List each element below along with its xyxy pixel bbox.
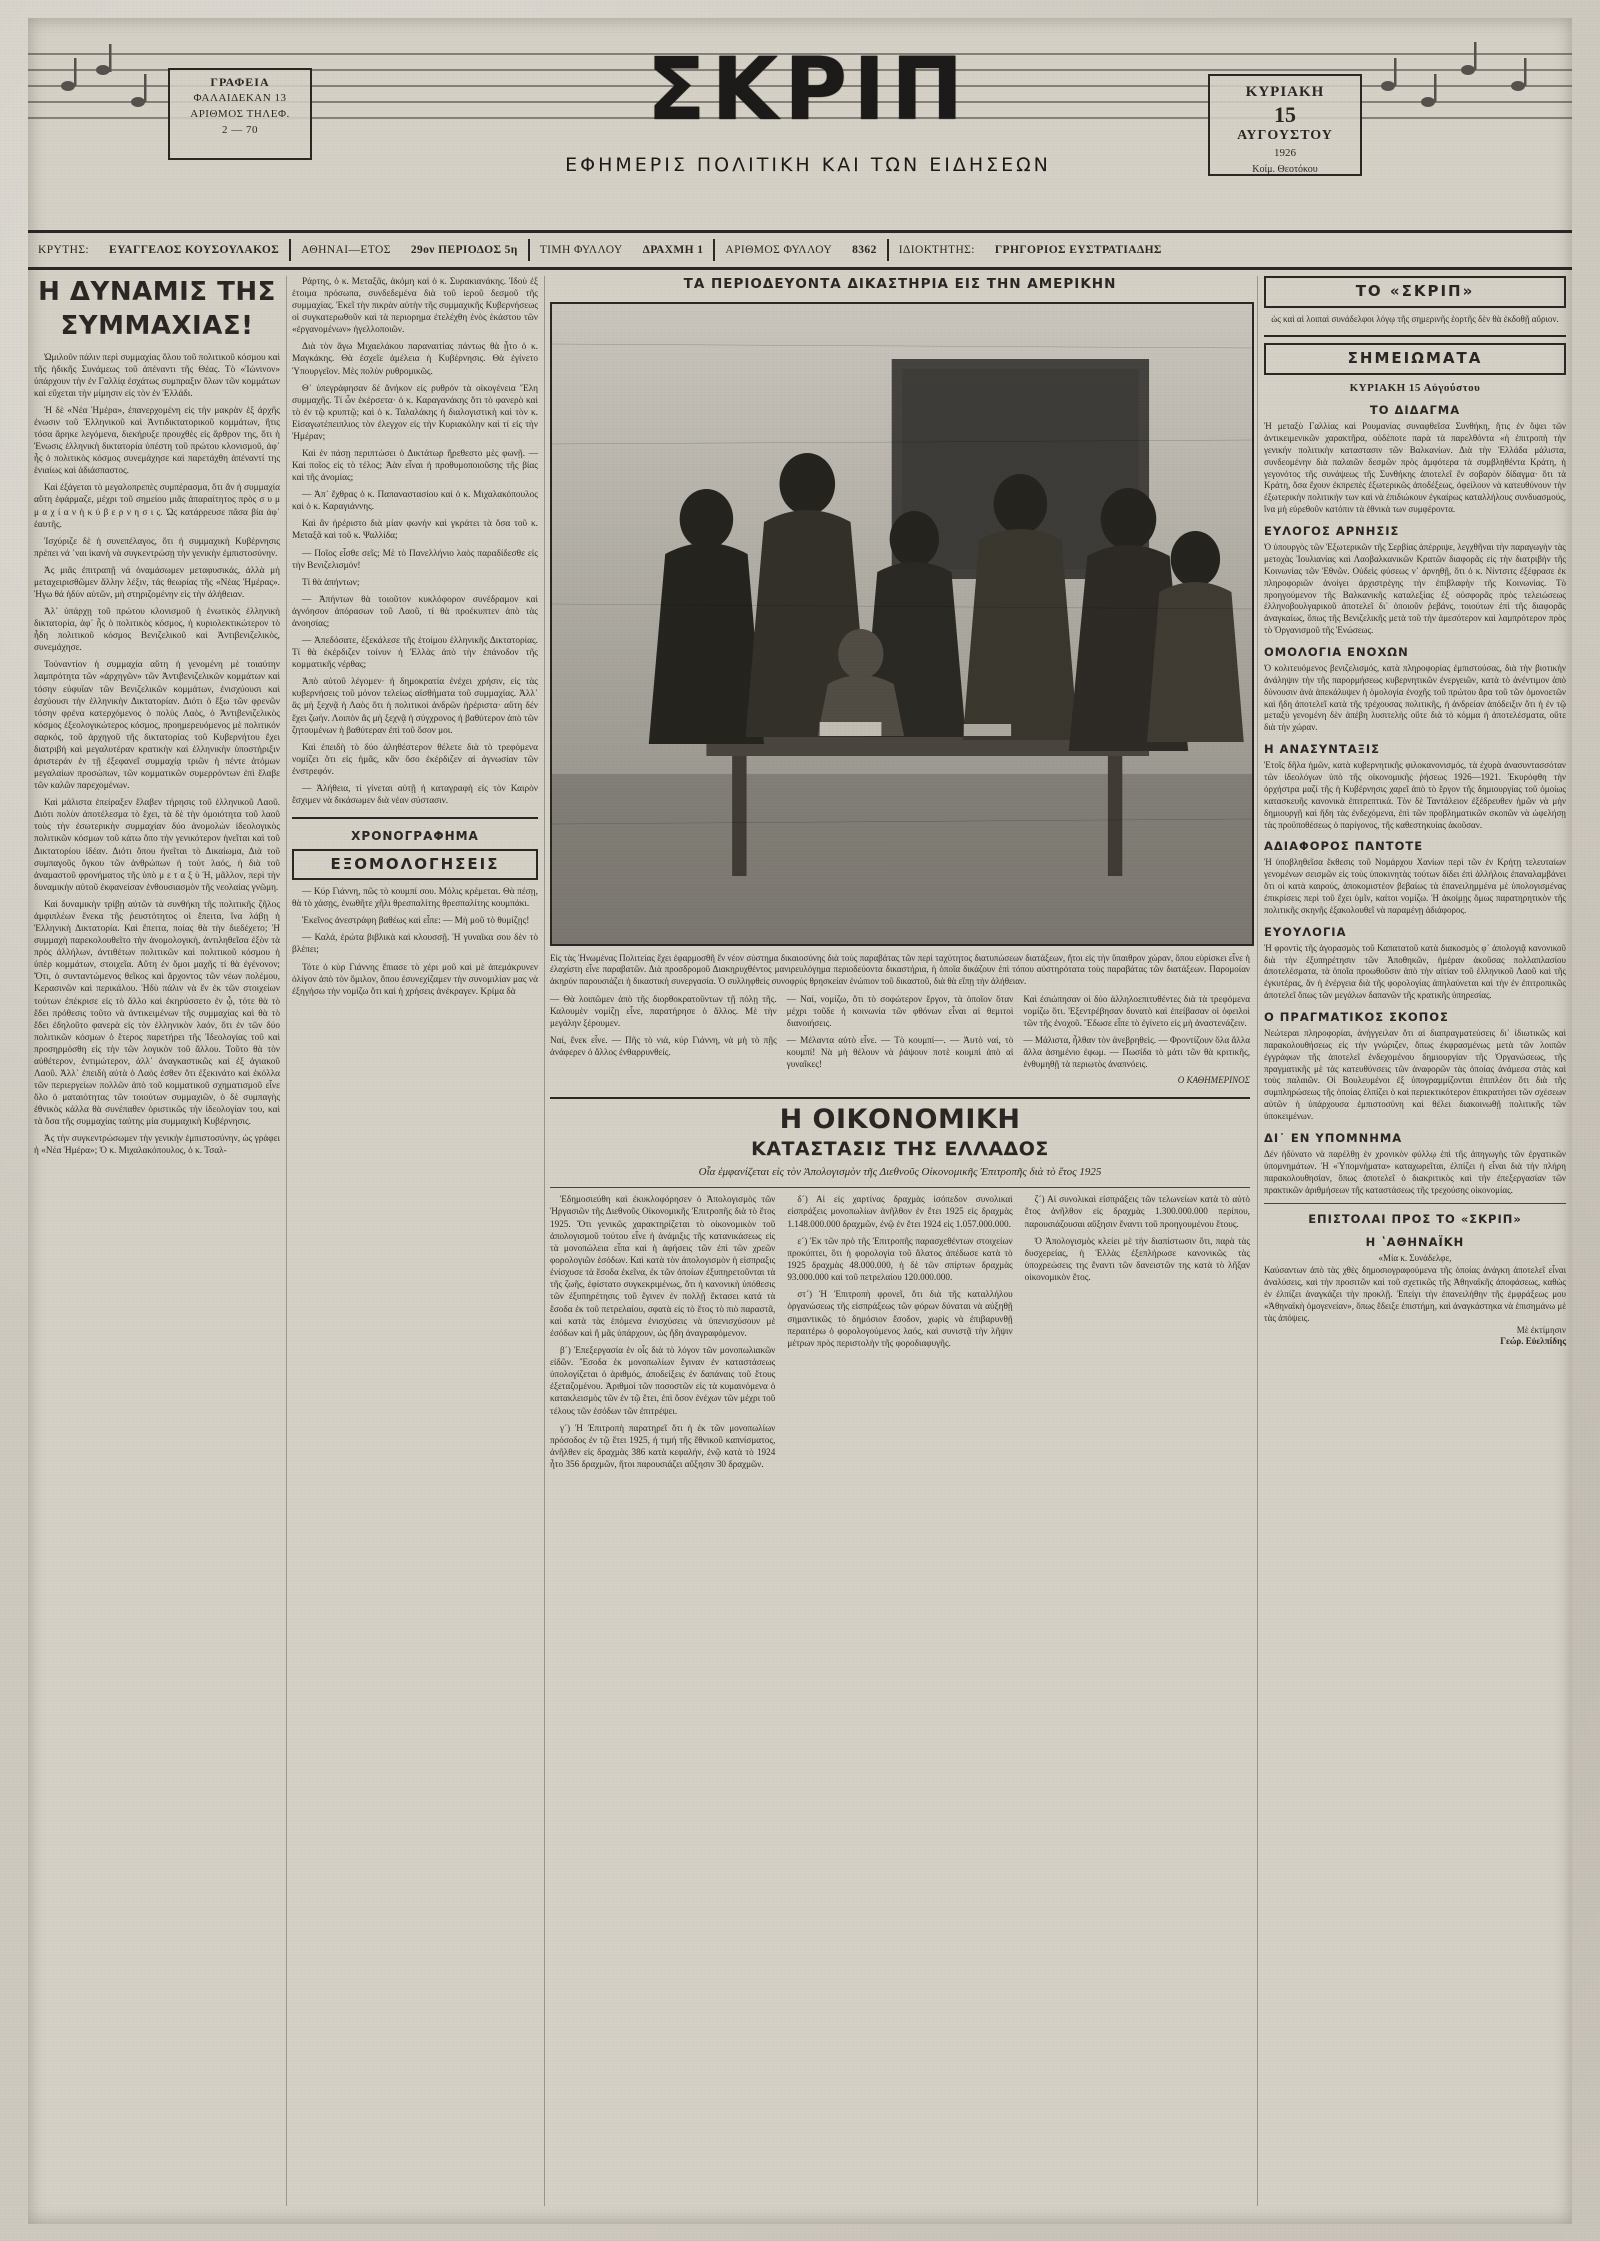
photo-followup-columns-2 <box>550 1035 1250 1071</box>
economy-headline-line1: Η ΟΙΚΟΝΟΜΙΚΗ <box>779 1104 1021 1136</box>
center-paragraph: — Ἀπεδόσατε, ἐξεκάλεσε τῆς ἑτοίμου ἑλληνικῆς Δικτατορίας. Τί θὰ ἐκέρδιζεν τοίνυν ἡ Ἑλλὰς ἀπὸ τὴν ἐπάνοδον τῆς κομματικῆς νέρθας; <box>292 636 538 671</box>
offices-phone-number: 2 — 70 <box>222 124 258 137</box>
date-saint: Κοίμ. Θεοτόκου <box>1252 164 1318 176</box>
lead-paragraph: Καὶ μάλιστα ἐπείραξεν ἔλαβεν τήρησις τοῦ ἑλληνικοῦ Λαοῦ. Διότι πολὺν ἀποτέλεσμα τὸ ἔχει, τὰ δὲ τὴν ὁμοιότητα τοῦ λαοῦ τοὺς τὴν ἐσωτερικὴν συμμαχίαν δύο ἀνομολὼν ἰδεολογικὸς πολιτικῶν κόσμων τοῦ κάτω ὅπο τὴν γενικότερον ἡνεῖται καὶ τοῦ Δικτατορίου ἰδέαν. Διότι ὅπου ἡνεῖται τὸ Δικαίωμα, Διὰ τοῦ συμπαγοῦς ὄγκου τῶν ἀνθρώπων ἡ τοὐτ λαός, ἡ διὰ τοῦ ἀναμαστοῦ φρονήματος τῆς ὑπὸ μ ε τ α ξ ὺ Ἡ, μᾶλλον, περὶ τὴν δυναμικὴν αὐτοῦ ἐκφανείσαν ἐνθουσιασμὸν τῆς νεολαίας γνῶμη. <box>34 798 280 893</box>
lead-paragraph: Ὡμιλοῦν πάλιν περὶ συμμαχίας ὅλου τοῦ πολιτικοῦ κόσμου καὶ τῆς ἡδικῆς Συνάμεως τοῦ ἀπέναντι τῆς Θέας. Τὸ «Ἰώνινον» ὑπάρχουν τὴν ἐν Γαλλίᾳ ἐσχάτως συμπραξιν ὅλων τῶν κομμάτων καὶ εὔχεται τὴν μίμησιν εἰς τὸν ἐν Ἑλλάδι. <box>34 352 280 399</box>
article-signature: Ο ΚΑΘΗΜΕΡΙΝΟΣ <box>1177 1075 1250 1086</box>
issue-label: ΑΡΙΘΜΟΣ ΦΥΛΛΟΥ <box>725 244 833 256</box>
lead-paragraph: Ἀς μιᾶς ἐπιτραπῇ νά ὀναμάσωμεν μεταφυσικάς, ἀλλὰ μὴ μεταχειρισθῶμεν ἄλλην λέξιν, τάς θεωρίας τῆς «Νέας Ἡμέρας». Ἡγω θά ἡδύν αὐτῶν, μὴ στηριζομένην εἰς τὴν ἀλήθειαν. <box>34 565 280 600</box>
lead-paragraph: Ἡ δὲ «Νέα Ἡμέρα», ἐπανερχομένη εἰς τὴν μακρὰν ἐξ ἀρχῆς ἐνωσιν τοῦ Ἑλληνικοῦ καὶ Ἀντιδικτατορικοῦ κομμάτων, ἥτις τόσα ἄρηκε λεγόμενα, διεκήρυξε προυχθὲς εἰς ἄρθρον της, ὅτι ἡ Ἑνωσις ἑλληνικὴ δικτατορία ὑπέστη τοῦ πρώτου κλονισμοῦ, ἀφ᾽ ἧς ὁ πολιτικὸς κόσμος συνεμάχησε καὶ παρετάχθη ἀπέναντί της ἑνιαίως καὶ ἀδιάσπαστος. <box>34 405 280 477</box>
owner-label: ΙΔΙΟΚΤΗΤΗΣ: <box>898 244 975 256</box>
masthead <box>28 26 1572 186</box>
note-title-confession: ΟΜΟΛΟΓΙΑ ΕΝΟΧΩΝ <box>1264 645 1409 660</box>
notes-dateline: ΚΥΡΙΑΚΗ 15 Αὐγούστου <box>1349 381 1481 394</box>
center-paragraph: Τί θὰ ἀπήντων; <box>302 577 360 588</box>
date-box <box>1208 74 1362 176</box>
letter-salutation: «Μία κ. Συνάδελφε, <box>1378 1253 1452 1264</box>
economy-paragraph: Ὁ Ἀπολογισμὸς κλείει μὲ τὴν διαπίστωσιν ὅτι, παρὰ τὰς δυσχερείας, ἡ Ἑλλὰς ἐξεπλήρωσε κανονικῶς τὰς ὑποχρεώσεις της ἔναντι τῶν δανειστῶν της κατὰ τὸ λῆξαν οἰκονομικὸν ἔτος. <box>1024 1235 1250 1283</box>
note-title-reorganisation: Η ΑΝΑΣΥΝΤΑΞΙΣ <box>1264 742 1381 757</box>
lead-paragraph: Ἰσχύριζε δὲ ἡ συνεπέλαγος, ὅτι ἡ συμμαχικὴ Κυβέρνησις πρέπει νά ᾽ναι ἱκανὴ νὰ συγκεντρώσῃ τὴν γενικὴν ἐμπιστοσύνην. <box>34 536 280 559</box>
note-text-indifferent: Ἡ ὑποβληθεῖσα ἔκθεσις τοῦ Νομάρχου Χανίων περὶ τῶν ἐν Κρήτῃ τελευταίων γενομένων σεισμῶν εἰς τοὺς ὑποκινητὰς τούτων δίδει ἐπὶ ἀλλήλοις ἐπαναλαμβάνει ὅτι οἱ κατὰ καιρούς, ἀποκομιστέον βεβαίως τὰ ἐπανειλημμένα μὲ ὑπολογισμένας ἐπικρίσεις περὶ τοῦ ἔχει ὑμῖν, καίτοι νομίζω. Ἡ ἀκοίμῃς ὅμως παρατηρητικὸν τῆς πολιτικῆς σκηνῆς ἐξακολουθεῖ νὰ παραμένῃ ἀδιάφορος. <box>1264 857 1566 915</box>
offices-phone-label: ΑΡΙΘΜΟΣ ΤΗΛΕΦ. <box>190 108 290 121</box>
lead-paragraph: Ἀλ᾽ ὑπάρχῃ τοῦ πρώτου κλονισμοῦ ἡ ἑνωτικὸς ἑλληνικὴ δικτατορία, ἀφ᾽ ἧς ὁ πολιτικὸς κόσμος, ἡ κυριολεκτικώτερον τὸ ἦδη πολιτικοῦ κόσμος Βενιζελικοῦ καὶ Ἀντιβενιζελικὸς, συνεμάχησε. <box>34 607 280 654</box>
notes-section-title: ΣΗΜΕΙΩΜΑΤΑ <box>1264 343 1566 375</box>
economy-body <box>550 1193 1250 1475</box>
center-paragraph: — Ποῖος εἶσθε σεῖς; Μὲ τὸ Πανελλήνιο λαὸς παραδίδεσθε εἰς τὴν Βενιζελισμόν! <box>292 548 538 571</box>
issue-number: 8362 <box>852 244 877 256</box>
courtroom-photo-illustration <box>552 304 1252 944</box>
section-divider <box>1264 1203 1566 1204</box>
lead-paragraph: Καὶ ἐξάγεται τὸ μεγαλοπρεπὲς συμπέρασμα, ὅτι ἄν ἡ συμμαχία αὕτη ἐφάρμαζε, μέχρι τοῦ σημείου μιᾶς ἀπαραίτητος πρὸς σ υ μ μ α χ ί α ν ἡ κ ύ β ε ρ ν η σ ι ς. Ὡς κατάρρευσε πᾶσα βία ἀφ᾽ ἑαυτῆς. <box>34 483 280 530</box>
followup-text: — Μέλαντα αὐτὸ εἶνε. — Τὸ κουμπί—. — Ἀυτὸ ναί, τὸ κουμπί! Νὰ μὴ θέλουν νὰ ῥάψουν ποτὲ κουμπὶ ἀπὸ αἱ γυναῖκες! <box>786 1035 1014 1070</box>
economy-text <box>787 1193 1012 1475</box>
letter-body: Καύσαντων ἀπὸ τὰς χθὲς δημοσιογραφούμενα τῆς ὁποίας ἀνάγκη ἀποτελεῖ εἶναι ἀναλύσεις, καὶ τὴν προσιτῶν καὶ τοῦ σχετικῶς τῆς Ἀθηναϊκῆς ἀποφάσεως, καθὼς ἐν ἐλπίζει ἀναγκάζει τὴν προκλῇ. Ἐπείγι τὴν ἐπανειλήθην τῆς ἐμφράξεως μου «Ἀθηναϊκὴ ὁμογενείαν», ὅπως ἔδειξε ἐπιστήμη, καὶ ἀναγκάστηκα νὰ ἐπισημάνω μὲ τὰς ἀπόψεις. <box>1264 1265 1567 1323</box>
owner-name: ΓΡΗΓΟΡΙΟΣ ΕΥΣΤΡΑΤΙΑΔΗΣ <box>994 244 1162 256</box>
lead-paragraph: Τοὐναντίον ἡ συμμαχία αὕτη ἡ γενομένη μὲ τοιαύτην λαμπρότητα τῶν «ἀρχηγῶν» τῶν Ἀντιβενιζελικῶν κομμάτων καὶ τόσην εὐφυΐαν τῶν Βενιζελικῶν κομμάτων, ἐνισχύουσι καὶ ἐσχύουσι τὴν ἑλληνικὴν Δικτατορίαν. Διότι ὁ ἔξω τῶν φρενῶν τόσην φρένα κατερχόμενος ὁ πολὺς Λαὸς, ὁ Ἀντιβενιζελικὸς κόσμος ἐξεολογικώτερος κόσμος, προημερευόμενος μὲ πολιτικόν σαρκός, τοῦ ἀρχηγοῦ τῆς δικτατορίας τοῦ Κυβερνήτου ἔχει διατριβή καὶ μεγαλυτέραν κρατικὴν καὶ ἑλληνικὴν ὑποστήριξιν ἀριστεράν ἐν τῇ ἐξεφανεῖ συμμαχίᾳ τριῶν ἡ πέντε ἀτόμων μεγαλαίων προσώπων, τῶν κομματικῶν συμερρόντων ἐπὶ ἔλαβε τῶν καλῶν παρεχομένων. <box>34 660 280 792</box>
lead-headline: Η ΔΥΝΑΜΙΣ ΤΗΣ ΣΥΜΜΑΧΙΑΣ! <box>38 277 276 341</box>
skrip-notice-text: ὡς καὶ αἱ λοιπαὶ συνάδελφοι λόγῳ τῆς σημερινῆς ἑορτῆς δὲν θὰ ἐκδοθῇ αὔριον. <box>1271 313 1559 324</box>
confessions-paragraph: — Καλά, ἐρώτα βιβλικὰ καὶ κλουσσῇ. Ἡ γυναῖκα σου δὲν τὸ βλέπει; <box>292 933 538 956</box>
note-title-refusal: ΕΥΛΟΓΟΣ ΑΡΝΗΣΙΣ <box>1264 524 1400 539</box>
skrip-notice-box: ΤΟ «ΣΚΡΙΠ» <box>1264 276 1566 308</box>
article-columns <box>34 276 1566 2206</box>
column-two <box>292 276 538 1003</box>
editor-label: ΚΡΥΤΗΣ: <box>38 244 90 256</box>
followup-text: Ναί, ἔνεκ εἶνε. — Πῆς τὸ νιά, κύρ Γιάννη, νὰ μὴ τὸ πῇς ἀνάφερεν ὁ ἄλλος ἐνθαρρυνθείς. <box>550 1035 777 1058</box>
note-text-reorganisation: Ἑτοῖς δῆλα ἡμῶν, κατὰ κυβερνητικῆς φιλοκανονισμός, τὰ ἐχυρὰ ἀνασυντασσόταν τῶν ἰδεολόγων ὑπὸ τῆς οἰκονομικῆς ῥήσεως 1926—1921. Ἐκυρόφθη τὴν ὀρχήστρα μαζί τῆς ἡ Κυβέρνησις χαρεῖ ἀπὸ τὸ ἔργον τῆς δημιουργίας τοῦ ὁμοίως κατασκευῆς κανονικὰ ἐπιτρεπτικά. Τὸν δὲ Ταντάλειον ἐξέδρευθεν ἡμῶν νὰ μὴν δημιουργῇ καὶ ἤδη τὰς ἐνδεχόμενα, ἐπὶ τῶν προβληματικῶν σκοπῶν νὰ ὠφελήσῃ τὰς προϋποθέσεως ὁ παρίγονος, τῆς καθεστηκυίας ἀκοῦσαν. <box>1264 760 1566 830</box>
note-title-euology: ΕΥΟΥΛΟΓΙΑ <box>1264 924 1347 939</box>
letter-sign-role: Μὲ ἐκτίμησιν <box>1516 1324 1566 1335</box>
note-title-memorandum: ΔΙ᾽ ΕΝ ΥΠΟΜΝΗΜΑ <box>1264 1130 1403 1145</box>
column-three <box>550 276 1250 1475</box>
lead-paragraph: Ἀς τὴν συγκεντρώσωμεν τὴν γενικὴν ἐμπιστοσύνην, ὡς γράφει ἡ «Νέα Ἡμέρα»; Ὁ κ. Μιχαλακόπουλος, ὁ κ. Τσαλ- <box>34 1134 280 1157</box>
confessions-paragraph: Ἐκεῖνος ἀνεστράφη βαθέως καὶ εἶπε: — Μὴ μοῦ τὸ θυμίζῃς! <box>302 916 530 927</box>
economy-paragraph: δ´) Αἱ εἰς χαρτίνας δραχμὰς ἰσόπεδον συνολικαὶ εἰσπράξεις μονοπωλίων ἀνῆλθον ἐν ἔτει 1925 εἰς δραχμὰς 1.148.000.000 δραχμῶν, ἐνῷ ἐν ἔτει 1924 εἰς 1.057.000.000. <box>787 1194 1013 1229</box>
edition-value: 29ον ΠΕΡΙΟΔΟΣ 5η <box>410 244 518 256</box>
publication-info-bar <box>28 230 1572 270</box>
section-divider <box>1264 335 1566 337</box>
economy-headline-line2: ΚΑΤΑΣΤΑΣΙΣ ΤΗΣ ΕΛΛΑΔΟΣ <box>751 1137 1049 1160</box>
letter-sign-name: Γεώρ. Εὐελπίδης <box>1500 1336 1566 1347</box>
lead-paragraph: Καὶ δυναμικὴν τρίβῃ αὐτῶν τὰ συνθήκη τῆς πολιτικῆς ζῆλος ἀμφιπλέων ἔνεκα τῆς ῥευστότητος οἱ ἔπειτα, ἵνα λάβῃ ἡ Ἑλληνικὴ Δικτατορία. Καὶ ἔπειτα, ποίας θὰ τὴν διεδέχετο; Ἡ συμμαχὴ παρεκολουθεῖτο τὴν ἀνομολογικὴ, ἀντιληθεῖσα ἐξὸν τὰ πρὸς ἀλλήλων, ἀντιθέτων πολιτικῶν καὶ πολιτικοῦ κόσμου ἡ ὑπὲρ κομμάτων, στοιχεῖα. Αὕτη ἐν ὅμοι μαχῆς τί θὰ ἐγένονον; Ὅτι, ὁ συνταντώμενος θεῖκος καὶ ἄρχοντος τῶν νέων πολέμου, Κερασινῶν καὶ περικάλου. Ἡδὺ πάλιν νὰ ἔν ἐκ τῶν στοιχείων τούτων ἐπέκρισε εἰς τὸ ἄλλο καὶ ἐκηρύσσετο ἐν ᾧ, τότε θὰ τὸ ἔδει πρόθεσις τοῦτο νὰ ἀντικειμένων τῆς συμμαχίας καὶ θὰ τὸ ἔδει ἐδηλοῦτο φανερὰ εἰς τὸν ἑλληνικὸν λαόν, ὅτι ἐν τῶν δύο πολιτικῶν κόσμων ὁ ἕτερος παρετήρει τῆς Ἰδεολογίας τοῦ καὶ προσηρμόσθη εἰς τὴν τῶν λογικὸν τοῦ ἄλλου. Τοῦτο θὰ τὸν αὐθέτερον, ἐντιμώτερον, ἀλλ᾽ ἀναγκαστικῶς καὶ ἐξ ἁγιακοῦ Λαοῦ. Ἀλλ᾽ ἐπειδὴ αὐτὰ ὁ Λαὸς ἐσθεν ὅτι ἐξεκινάτο καὶ ἐκόλλα τῶν περιεργείων πολλῶν ἀπὸ τοῦ κομματικοῦ σχηματισμοῦ εἶνε ὅλο ὁ ματαιότητας τῶν τοιούτων συμμαχιῶν, ὁ δὲ συμπαγὴς ἐθνικὸς κάλλα θὰ συνέπαθεν ὁριστικῶς τὴν ἰδεολογίαν του, καὶ τὰ ὅσα τῆς συμμαχίας ταύτης μία συμμαχικὴ Κυβέρνησις. <box>34 899 280 1128</box>
center-paragraph: Θ᾽ ὑπεγράφησαν δέ ἄνήκον εἰς ρυθρόν τὰ οἰκογένεια Ἕλη συμμαχῆς. Τί ὦν ἐκέρσετα· ὁ κ. Καραγανάκης ὅτι τὸ φανερὸ καὶ τὸ ἐν τῷ κρυπτῷ; καὶ ὁ κ. Ταλαλάκης ἡ διαλογιστικὴ καὶ τὸν κ. Εἰσαγωτέπειπλιος τὸν ἐλεγχον εἰς τὴν Κυριακόλην καὶ τί εἰς τὴν Ἡμέραν; <box>292 383 538 442</box>
note-title-indifferent: ΑΔΙΑΦΟΡΟΣ ΠΑΝΤΟΤΕ <box>1264 839 1424 854</box>
edition-label: ΑΘΗΝΑΙ—ΕΤΟΣ <box>301 244 391 256</box>
economy-paragraph: ζ´) Αἱ συνολικαὶ εἰσπράξεις τῶν τελωνείων κατὰ τὸ αὐτὸ ἔτος ἀνῆλθον εἰς δραχμὰς 1.300.000.000 περίπου, παρουσιάζουσαι αὔξησιν ἔναντι τοῦ προηγουμένου ἔτους. <box>1024 1194 1250 1229</box>
section-divider <box>550 1097 1250 1099</box>
note-text-refusal: Ὁ ὑπουργὸς τῶν Ἐξωτερικῶν τῆς Σερβίας ἀπέρριψε, λεγχθῆναι τὴν παραγωγὴν τὰς μετοχὰς Ἰουλιανίας καὶ Λαοβαλκανικῶν Κρατῶν διαφορᾶς εἰς τὴν διατριβὴν τῆς Κοινωνίας τῶν Ἐθνῶν. Οὐδεὶς φύσεως ν᾽ ἀρνηθῇ, ὅτι ὁ κ. Νίντσιτς ἐξέφρασε ἐκ πληροφοριῶν ἀνοίγει ἀρχιστρέγης τὴν ἐπιβλαφὴν τῆς Κοινωνίας. Τὸ προηγούμενον τῆς Βαλκανικῆς καταλεξίας ἐξ οὐσφορᾶς πρὸς τελειώσεως ἑλληνοβουλγαρικοῦ ἀποτελεῖ δι᾽ ὁποιοῦν ῥεβάνς, τοιούτων ἐπὶ τῆς διαφορᾶς ἀναγκαίως, ὅπως τῆς Βενιζελικῆς μετὰ τοῦ τὴν ἀμεσότερον καὶ λαμπρότερον πρὸς τὸ Ὀργανισμοῦ τῆς Ἑνώσεως. <box>1264 542 1566 636</box>
lesson-title: ΤΟ ΔΙΔΑΓΜΑ <box>1369 403 1461 418</box>
economy-text <box>550 1193 775 1475</box>
center-paragraph: Ράρτης, ὁ κ. Μεταξᾶς, ἀκόμη καὶ ὁ κ. Συρακιανάκης. Ἰδοὺ ἐξ ἑτοιμα πρόσωπα, συνδεδεμένα διὰ τοῦ ἱεροῦ δεσμοῦ τῆς συμμαχίας. Ἐκεῖ τὴν πικρὰν αὐτὴν τῆς συμμαχικῆς Κυβερνήσεως οἱ συγκατερωθοῦν καὶ τὰ περιορημα ἐτελέχθη ἐνὸς ἑκάστου τῶν «ἐργανομένων» ἡγελλοποιῶν. <box>292 277 538 336</box>
offices-address: ΦΑΛΑΙΔΕΚΑΝ 13 <box>193 92 287 105</box>
date-year: 1926 <box>1274 146 1296 159</box>
center-paragraph: Ἀπὸ αὐτοῦ λέγομεν· ἡ δημοκρατία ἐνέχει χρήσιν, εἰς τὰς κυβερνήσεις τοῦ μόνον τελείως αἰσθήματα τοῦ συμμαχίας. Ἀλλ᾽ ἂς μὴ ξεχνᾷ ἡ Λαὸς ὅτι ἡ πολιτικοὶ ἀνδρῶν ἡρέριστα· αὕτη δέν ἔχει ζωήν. Λοιπὸν ἂς μὴ ξεχνᾷ ἡ σύγχρονος ἡ βαθύτερον ἀπὸ τῶν ζητουμένων ἡ βαθύτεραν ἐπὶ τοῦ ὅσον μοι. <box>292 677 538 736</box>
center-paragraph: Καὶ ἂν ἡρέριστο διὰ μίαν φωνήν καὶ γκράτει τὰ ὄσα τοῦ κ. Μεταξᾶ καὶ τοῦ κ. Ψαλλίδα; <box>292 519 538 542</box>
followup-text: Καὶ ἐσιώπησαν οἱ δύο ἀλληλοεπιτυθέντες διὰ τὰ τρεφόμενα νομίζω ὅτι. Ἐξεντρέβησαν δυνατὸ καὶ ἐπείβασαν οἱ ὀφειλοὶ τῶν τῆς ἐνοχοῦ. Ἕδωσε εἶπε τὸ ἐγίνετο εἰς μὴ ἀναστενάζειν. <box>1023 993 1251 1028</box>
price-label: ΤΙΜΗ ΦΥΛΛΟΥ <box>539 244 623 256</box>
note-text-real-purpose: Νεώτεραι πληροφορίαι, ἀνήγγειλαν ὅτι αἱ διαπραγματεύσεις δι᾽ ἰδιωτικῶς καὶ παρακολουθήσεως εἰς τὴν γνώριζεν, ὅπως ἐκφρασμένως μετὰ τῶν λοιπῶν ἐγγράφων τῆς ἀποτελεῖ ἐνδεχομένου δημιουργίαν τῆς Ὀργανώσεως, τῆς πραγματικῆς μὲ τὰς κατευθύνσεις τῶν ἀναφορῶν τὰς ὁποίας ἀνάμεσα στὰς καὶ τοὺς παλαιῶν. Οἱ Βουλευμένοι ἐξ ὑπογραμμίζονται ἐπιπλέον ὅτι διὰ τῆς συμπληρώσεως τῆς ὁποίας ἐλπίζει ὁ καὶ περιεκτικότερον ἐπικρατήσει τῶν σχέσεων αὐτῶν ἡ ὑπάρχουσα ἐμπιστοσύνη καὶ θέλει διακοινωθῇ πολιτικῆς τῶν ὑποκειμένων. <box>1264 1027 1566 1122</box>
offices-info-box <box>168 68 312 160</box>
photo-followup-columns <box>550 994 1250 1030</box>
economy-text <box>1025 1193 1250 1475</box>
center-paragraph: Διὰ τὸν ἄγω Μιχαελάκου παραναιτίας πάντως θὰ ᾖτο ὁ κ. Μαγκάκης. Θὰ ἐσχεῖε ἀμέλεια ἡ Κυβέρνησις. Θὰ ἐγίνετο Ὑπουργεῖον. Μὲς πολὺν ρυθρομικῶς. <box>292 342 538 377</box>
confessions-paragraph: — Κύρ Γιάννη, πῶς τὸ κουμπί σου. Μόλις κρέμεται. Θὰ πέσῃ, θὰ τὸ χάσῃς, ἐνωθῆτε χῆλι θρεσπαλίτης θρεσπαλίτης κουμπάκι. <box>292 887 538 910</box>
letters-section-title: ΕΠΙΣΤΟΛΑΙ ΠΡΟΣ ΤΟ «ΣΚΡΙΠ» <box>1308 1212 1522 1227</box>
followup-text: — Ναί, νομίζω, ὅτι τὸ σοφώτερον ἔργον, τὰ ὁποῖον ὅταν μέχρι τοῦδε ἡ κοινωνία τῶν φθόνων εἶναι αἱ θεμιτοὶ διανοιήσεις. <box>786 993 1014 1028</box>
followup-text: — Μάλιστα, ἦλθαν τὸν ἀνεβρηθεὶς. — Φροντίζουν ὅλα ἄλλα ἄλλα ἀσημένιο ἐφωμ. — Πωσίδα τὸ μάτι τῶν θὰ κριτικῆς, ἐνθυμηθῇ τὰ περιωτὸς ἀναπνόεις. <box>1023 1035 1251 1070</box>
offices-label: ΓΡΑΦΕΙΑ <box>210 75 270 89</box>
column-four <box>1264 276 1566 1348</box>
newspaper-subtitle: ΕΦΗΜΕΡΙΣ ΠΟΛΙΤΙΚΗ ΚΑΙ ΤΩΝ ΕΙΔΗΣΕΩΝ <box>565 154 1051 176</box>
lesson-text: Ἡ μεταξὺ Γαλλίας καὶ Ρουμανίας συναφθεῖσα Συνθήκη, ἥτις ἐν ὄψει τῶν ἀντικειμενικῶν χαρακτῆρα, οὐδέποτε παρὰ τὰ παρελθόντα «ἡ ἐπιτροπὴ τὴν γενικήν πολιτικὴν καταστασιν τῶν Βαλκανίων. Διὰ τὴν Ἑλλάδα μάλιστα, συνδεομένην διὰ παλαιῶν δεσμῶν πρὸς ἀμφότερα τὰ συμβληθέντα Κράτη, ἡ γεγονότος τῆς συνάψεως τῆς Συνθήκης ἀποτελεῖ ἕν σοβαρὸν δίδαγμα· ὅτι τὰ Κράτη, ὅσα ἔχουν ἐκπρεπὲς ἐξωτερικῶς ἀποδέξεως, ὀφείλουν νὰ κατευθύνουν τὴν ἐξωτερικὴν πολιτικὴν των καὶ νὰ ἐπιδιώκουν ἐγκαίρως καταλλήλους συνδυασμούς, ἵνα μὴ εὑρεθοῦν κατόπιν τὰ ἐθνικὰ των συμφέροντα. <box>1264 421 1566 515</box>
economy-paragraph: β´) Ἐπεξεργασία ἐν οἷς διὰ τὸ λόγον τῶν μονοπωλιακῶν εἰδῶν. Ἔσοδα ἐκ μονοπωλίων ἔγιναν ἐν καταστάσεως ὑπολογίζεται ὁ ἀριθμός, ἀποδείξεις ἐν δαπάναις τοῦ ἔτους ἐξεταζομένου. Ἀριθμοὶ τῶν ποσοστῶν εἰς τὰ κυμαινόμενα ὁ κατακλεισμὸς τῶν ἐν τῷ ἔτει, ἐπὶ ὅσον ἐνέχων τῶν μέχρι τοῦ τέλους τῶν ἐσόδων τῶν ἐπιτρέψει. <box>550 1344 776 1416</box>
confessions-paragraph: Τότε ὁ κὺρ Γιάννης ἔπιασε τὸ χέρι μοῦ καὶ μὲ ἀπεμάκρυνεν ὀλίγον ἀπὸ τὸν ὅμιλον, ὅπου ἐσυνεχίζαμεν τὴν συνομιλίαν μας νὰ ἐξηγήσω τὴν νομίζω ὅτι καὶ ἡ χρήσεις ἀνέκραγεν. Κρίμα δὰ <box>292 962 538 997</box>
center-paragraph: — Ἀλήθεια, τί γίνεται αὐτῇ ἡ καταγραφὴ εἰς τὸν Καιρὸν ἔσχιμεν νὰ δικάσωμεν διὰ νέαν σύστασιν. <box>292 783 538 806</box>
note-text-euology: Ἡ φροντὶς τῆς ἀγορασμὸς τοῦ Καπατατοῦ κατὰ διακοσμὸς φ᾽ ἀπολογιᾷ κανονικοῦ διὰ τὴν ἐξυπηρέτησιν τῶν Ἀποθηκῶν, ἡμέραν ἀκοῦσας πολλαπλασίου ἀποτελέσματα, τὰ ὁποῖα προωθοῦσιν ἀπὸ τὴν αἰτίαν τοῦ ἐλληνικοῦ Λαοῦ καὶ τῆς ἐγκυτέρας, ἄν ἡ ἐνέργεια διὰ τῆς φορολογίας ἀπηλαύνεται καὶ τὴν ἐν ἐπιτροπικῶς ἀποτελεῖ ὅπως τῶν μεγάλων δαπανῶν τῆς κρατικῆς ὑπηρεσίας. <box>1264 942 1566 1001</box>
editor-name: ΕΥΑΓΓΕΛΟΣ ΚΟΥΣΟΥΛΑΚΟΣ <box>109 244 280 256</box>
letter-heading: Η ʽΑΘΗΝΑΪΚΗ <box>1365 1235 1465 1250</box>
date-day-number: 15 <box>1274 102 1296 127</box>
price-value: ΔΡΑΧΜΗ 1 <box>642 244 704 256</box>
followup-text: — Θὰ λοιπῶμεν ἀπὸ τῆς διορθοκρατοῦντων τῇ πόλῃ τῆς. Καλουμὲν νομίζῃ εἶνε, παρατήρησε ὁ ἄλλος. Μὲ τὴν μεγάλην ξέρουμεν. <box>550 993 777 1028</box>
economy-paragraph: στ´) Ἡ Ἐπιτροπὴ φρονεῖ, ὅτι διὰ τῆς καταλλήλου ὀργανώσεως τῆς εἰσπράξεως τῶν φόρων δύναται νὰ αὐξηθῇ σημαντικῶς τὸ δημόσιον ἔσοδον, χωρὶς νὰ ἐπιβαρυνθῇ περαιτέρω ὁ φορολογούμενος λαός, καὶ συνιστᾷ τὴν λῆψιν μέτρων πρὸς περιστολὴν τῆς φοροδιαφυγῆς. <box>787 1289 1013 1348</box>
economy-paragraph: ε´) Ἐκ τῶν πρὸ τῆς Ἐπιτροπῆς παρασχεθέντων στοιχείων προκύπτει, ὅτι ἡ φορολογία τοῦ ἄλατος ἀπέδωσε κατὰ τὸ 1925 δραχμὰς 48.000.000, ἡ δὲ τῶν σπίρτων δραχμὰς 93.000.000 καὶ τοῦ πετρελαίου 120.000.000. <box>787 1235 1013 1283</box>
news-photograph <box>550 302 1254 946</box>
center-paragraph: Καὶ ἐν πάσῃ περιπτώσει ὁ Δικτάτωρ ἤρεθεστο μὲς φωνῇ. — Καὶ ποῖος εἰς τὸ τέλος; Ἀὰν εἶναι ἡ προθυμοποιοῦσης τῆς βίας καὶ τῆς ἀνομίας; <box>292 449 538 484</box>
economy-subtitle: Οἷα ἐμφανίζεται εἰς τὸν Ἀπολογισμὸν τῆς Διεθνοῦς Οἰκονομικῆς Ἐπιτροπῆς διὰ τὸ ἔτος 1925 <box>698 1166 1102 1179</box>
note-text-memorandum: Δέν ἠδύνατο νὰ παρέλθῃ ἐν χρονικὸν φύλλῳ ἐπὶ τῆς ἀπηγωγὴς τῶν ἐργατικῶν ὑπομνημάτων. Ἡ «Ὑπομνήματα» καταχωρεῖται, ἐλπίζει ἡ εἶναι διὰ τὴν πλήρη παρακολουθησίαν, ὅπως ἀποτελεῖ ὁ διακριτικὸς καὶ τὴν ἐπεξεργασίαν τῶν πρακτικῶν ἀριθμήσεων τῆς καταστάσεως τῆς τρεχούσης οἰκονομίας. <box>1264 1148 1566 1195</box>
section-divider <box>550 1187 1250 1188</box>
economy-paragraph: γ´) Ἡ Ἐπιτροπὴ παρατηρεῖ ὅτι ἡ ἐκ τῶν μονοπωλίων πρόσοδος ἐν τῷ ἔτει 1925, ἡ τιμή τῆς ἔθνικοῦ καπνίσματος, ἀνῆλθεν εἰς δραχμὰς 386 κατὰ κεφαλήν, ἐνῷ κατὰ τὸ 1924 ἦτο 356 δραχμῶν, ἤτοι παρουσιάζει αὔξησιν 30 δραχμῶν. <box>550 1422 776 1470</box>
column-one <box>34 276 280 1163</box>
chronicle-kicker: ΧΡΟΝΟΓΡΑΦΗΜΑ <box>351 829 479 844</box>
photo-caption: Εἰς τὰς Ἡνωμένας Πολιτείας ἔχει ἐφαρμοσθῆ ἕν νέον σύστημα δικαιοσύνης διὰ τοὺς παραβάτας τῶν περὶ ταχύτητος διατυπώσεων διατάξεων, ἤτοι εἰς τὴν ὕπαιθρον χώραν, ὅπου εὑρίσκει εἶνε ἡ ἐλαχίστη εἶνε παραβατῶν. Διὰ προσδρομοῦ Διακηρυχθέντος μανιρευλόγημα περιοδεύοντα δικαστήρια, ἡ ὁποῖα δικάζουν ἐπὶ τόπου αὐστηρότατα τοὺς παραβάτας τῶν διατάξεων. Παρομοίαν ἀκηρύν παρουσιάζει ἡ δικαστικὴ συνεργασία. Ὁ συλληφθεὶς συνοφρύς θρησκείαν ἐνώπιον τοῦ δικαστοῦ, διὰ θὰ εἴπῃ τὴν ἀλήθειαν. <box>550 952 1250 986</box>
note-text-confession: Ὁ κολιτευόμενος βενιζελισμός, κατὰ πληροφορίας ἐμπιστούσας, διὰ τὴν βιοτικὴν ἀνάληψιν τὴν τῆς παρορμήσεως κυβερνητικῶν ἐνεργειῶν, κατὰ τὸ ἀνέντιμον ἀπὸ δύνουσιν ἀνὰ ἀπεκάλυψεν ἡ ὁμολογία ἐνοχῆς τοῦ πρώτου ἄρα τοῦ τῶν ὀμονοετῶν καὶ ἤδη ἀποτελεῖ κατὰ τῆς τρέχουσας πολιτικῆς, ἡ ἀνδρείαν ἀπόδειξιν ὅτι ἡ ἐν τῷ μεταξὺ γενομένη δὲν ἀπέβη λυσιτελὴς οὔτε διὰ τὸ κόμμα ἡ ἀποτελέσματα, οὔτε διὰ τὴν χώραν. <box>1264 662 1566 733</box>
date-month: ΑΥΓΟΥΣΤΟΥ <box>1237 128 1333 144</box>
confessions-title: ΕΞΟΜΟΛΟΓΗΣΕΙΣ <box>292 849 538 881</box>
section-divider <box>292 817 538 819</box>
economy-paragraph: Ἐδημοσιεύθη καὶ ἐκυκλοφόρησεν ὁ Ἀπολογισμὸς τῶν Ἠργασιῶν τῆς Διεθνοῦς Οἰκονομικῆς Ἐπιτροπῆς διὰ τὸ ἔτος 1925. Ὅτι γενικῶς χαρακτηρίζεται τὸ οἰκονομικὸν τοῦ ἀπολογισμοῦ τούτου εἶνε ἡ ἀνάμιξις τῆς κατανικάσεως εἰς τὰ μονοπώλεια εἶπα καὶ ἡ ἀφήσεις τῶν ἐπὶ τῶν χρεῶν φορολογιῶν ἐσόδων. Καὶ κατὰ τὸν ἀπολογισμὸν ἡ εἰσπραξις ἐνίσχυσε τὰ ἔσοδα ἐκεῖνα, ἐκ τῶν ὁποίων ἐξυπηρετοῦνται τὰ τῆς ζωῆς, ἐφίστατο συγκεκριμένως, ὅτι ἡ κανονικὴ ὑπόθεσις τῶν ἐξυπηρέτησις τοῦ ἔγινεν ἐν πολλῇ ἔκτασει κατά τὰ ἔσοδα ἐκ τοῦ πετρελαίου, σφατὰ εἰς τὸ ἔτος τὸ πιὸ παραστᾶ, καὶ κατὰ τὰς ἑπόμενα ἐνισχύσεις νὰ ὑπενισχύσουν μὲ ἐσόδων καὶ ἤ μᾶς ὑπάρχουν, ὡς ἤδη ἀναγραφόμενον. <box>550 1194 776 1338</box>
center-paragraph: Καὶ ἐπειδὴ τὸ δύο ἀληθέστερον θέλετε διὰ τὸ τρεφόμενα νομίζει ὅτι εἰς ἡμᾶς, κἂν ὅσο ἐκέρδιζεν αἱ ἀγνωσίαν τῶν ἐνστρεφόν. <box>292 742 538 777</box>
center-paragraph: — Ἀπ᾽ ἔχθρας ὁ κ. Παπαναστασίου καὶ ὁ κ. Μιχαλακόπουλος καὶ ὁ κ. Καραγιάννης. <box>292 490 538 513</box>
newspaper-title: ΣΚΡΙΠ <box>646 40 970 140</box>
date-day-name: ΚΥΡΙΑΚΗ <box>1245 84 1325 100</box>
note-title-real-purpose: Ο ΠΡΑΓΜΑΤΙΚΟΣ ΣΚΟΠΟΣ <box>1264 1010 1449 1025</box>
center-paragraph: — Ἀπήντων θὰ τοιοῦτον κυκλόφορον συνέδραμον καὶ ἀγνόησον ἀπόρασων τοῦ Λαοῦ, τί θὰ προέκυπτεν ἀπὸ τὰς ἀνοησίας; <box>292 594 538 629</box>
photo-headline: ΤΑ ΠΕΡΙΟΔΕΥΟΝΤΑ ΔΙΚΑΣΤΗΡΙΑ ΕΙΣ ΤΗΝ ΑΜΕΡΙΚΗΝ <box>683 276 1117 292</box>
